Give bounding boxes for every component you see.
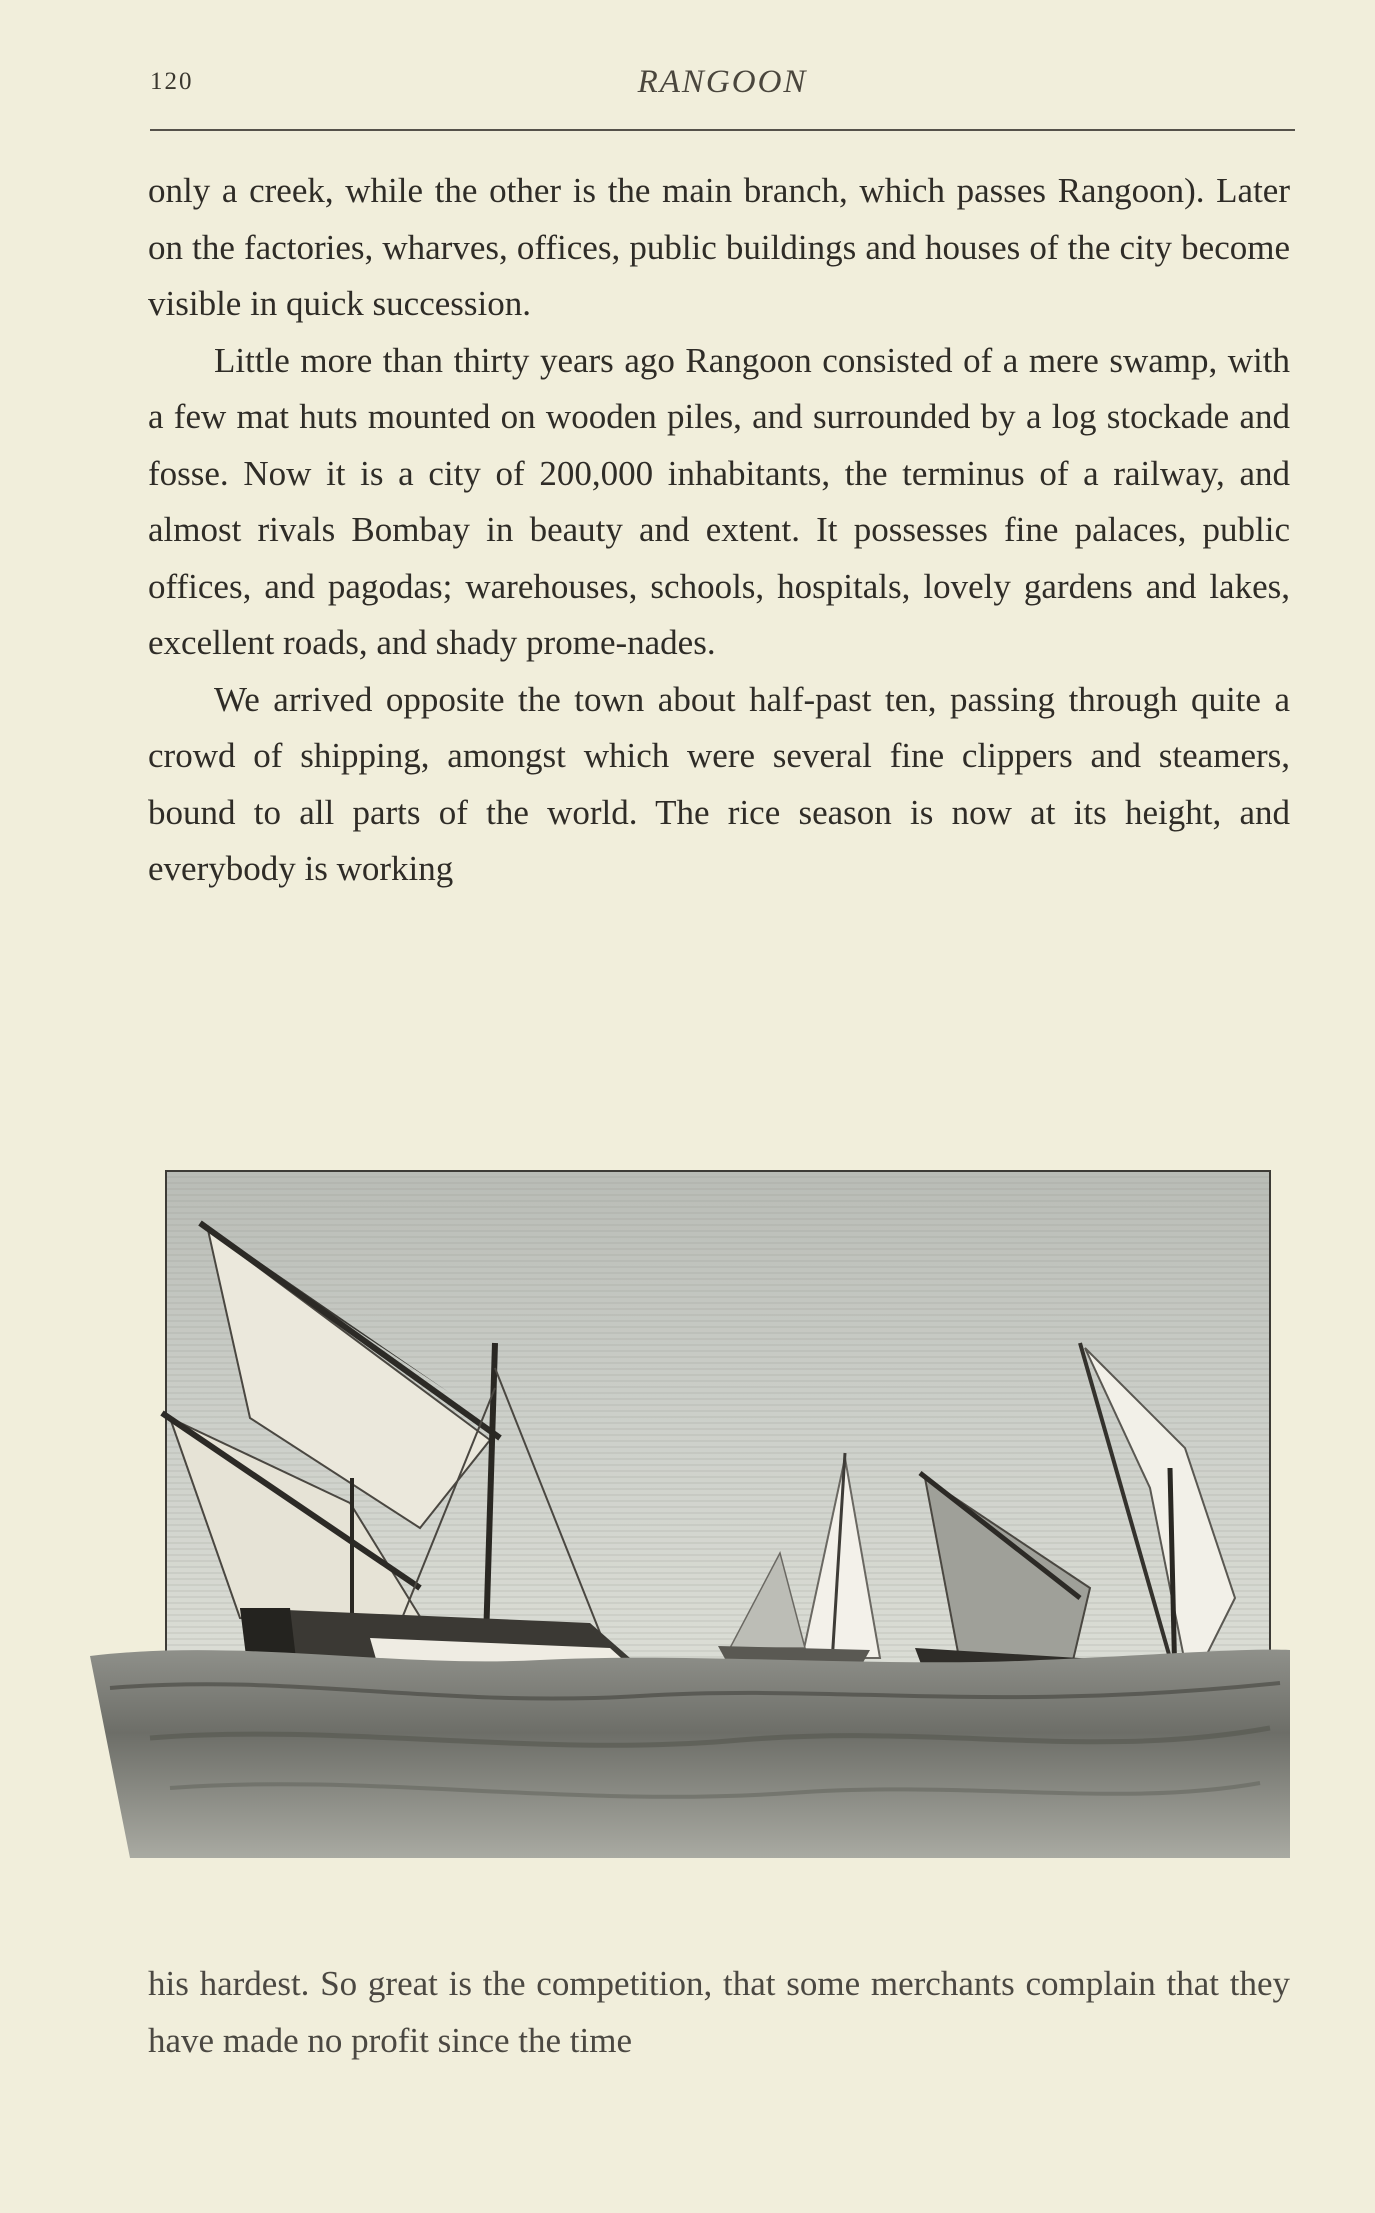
body-text-bottom (148, 1956, 1290, 2069)
paragraph: Little more than thirty years ago Rangoon consisted of a mere swamp, with a few mat huts mounted on wooden piles, and surrounded by a log stockade and fosse. Now it is a city of 200,000 inhabitants, the terminus of a railway, and almost rivals Bombay in beauty and extent. It possesses fine palaces, public offices, and pagodas; warehouses, schools, hospitals, lovely gardens and lakes, excellent roads, and shady prome-nades. (148, 340, 1290, 662)
body-text-top (148, 163, 1290, 898)
paragraph: We arrived opposite the town about half-past ten, passing through quite a crowd of shipping, amongst which were several fine clippers and steamers, bound to all parts of the world. The rice season is now at its height, and everybody is working (148, 679, 1290, 888)
sailing-ships-engraving (90, 1168, 1290, 1868)
paragraph: his hardest. So great is the competition, that some merchants complain that they have made no profit since the time (148, 1964, 1290, 2060)
running-title: RANGOON (637, 64, 808, 100)
engraving-illustration (90, 1168, 1290, 1868)
paragraph: only a creek, while the other is the main branch, which passes Rangoon). Later on the factories, wharves, offices, public buildings and houses of the city become visible in quick succession. (148, 171, 1290, 323)
sea (90, 1650, 1290, 1858)
header-rule (150, 129, 1295, 131)
page-header (150, 62, 1295, 112)
page-number: 120 (150, 68, 194, 95)
